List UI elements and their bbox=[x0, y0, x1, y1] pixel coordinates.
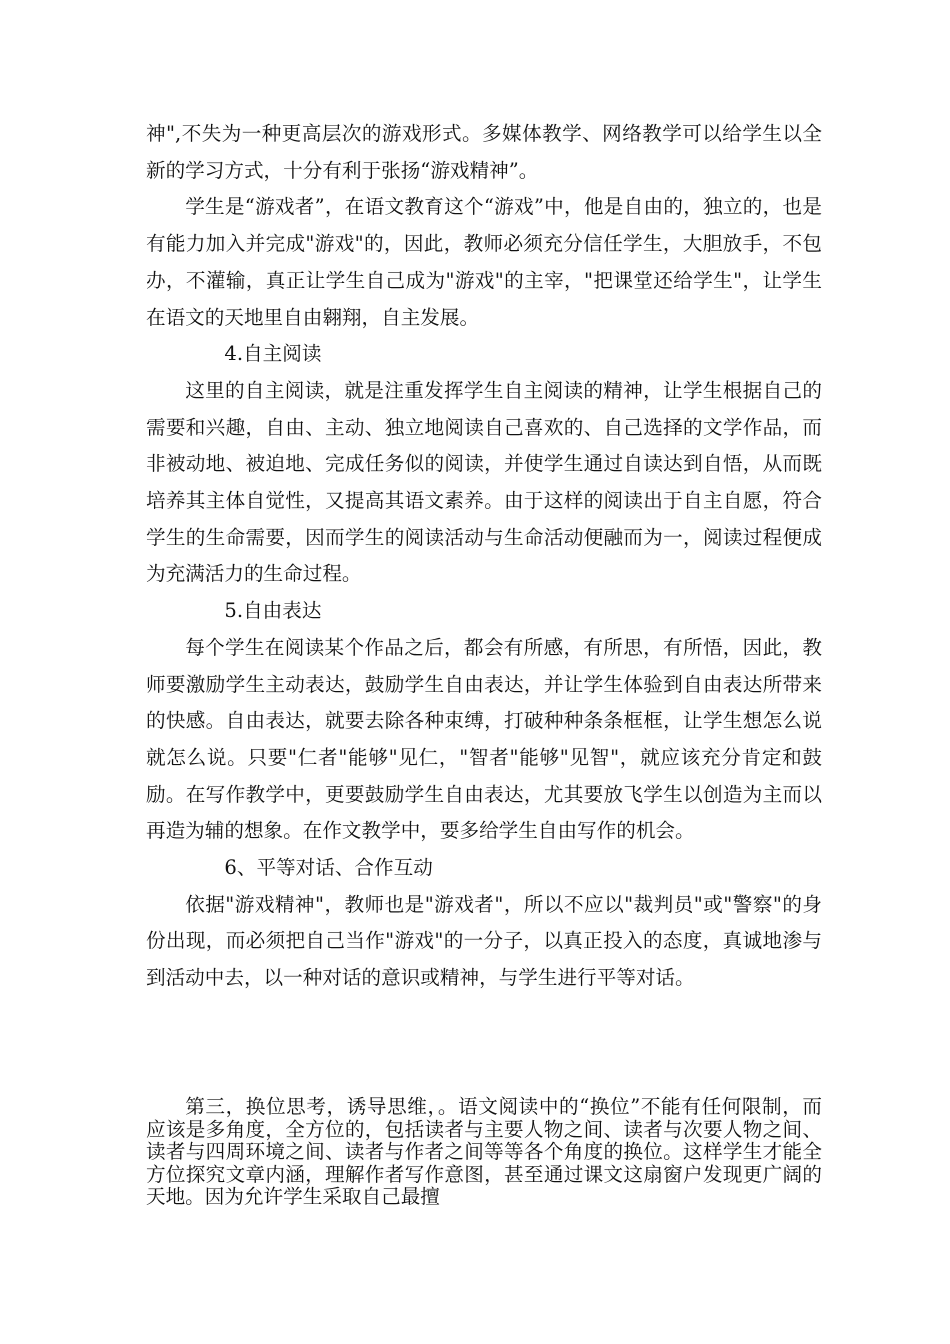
section-heading: 6、平等对话、合作互动 bbox=[224, 856, 433, 880]
paragraph: 依据"游戏精神"，教师也是"游戏者"，所以不应以"裁判员"或"警察"的身份出现，而必须把自己当作"游戏"的一分子，以真正投入的态度，真诚地渗与到活动中去，以一种对话的意识或精神，与学生进行平等对话。 bbox=[146, 892, 822, 990]
paragraph: 学生是“游戏者”，在语文教育这个“游戏”中，他是自由的，独立的，也是有能力加入并完成"游戏"的，因此，教师必须充分信任学生，大胆放手，不包办，不灌输，真正让学生自己成为"游戏"的主宰，"把课堂还给学生"，让学生在语文的天地里自由翱翔，自主发展。 bbox=[146, 195, 822, 329]
section-heading: 5.自由表达 bbox=[224, 599, 322, 623]
paragraph: 神",不失为一种更高层次的游戏形式。多媒体教学、网络教学可以给学生以全新的学习方式，十分有利于张扬“游戏精神”。 bbox=[146, 122, 822, 182]
body-text bbox=[146, 116, 822, 997]
section-heading: 4.自主阅读 bbox=[224, 342, 322, 366]
closing-paragraph-block bbox=[146, 1096, 822, 1209]
paragraph: 第三，换位思考，诱导思维，。语文阅读中的“换位”不能有任何限制，而应该是多角度，全方位的，包括读者与主要人物之间、读者与次要人物之间、读者与四周环境之间、读者与作者之间等等各个角度的换位。这样学生才能全方位探究文章内涵，理解作者写作意图，甚至通过课文这扇窗户发现更广阔的天地。因为允许学生采取自己最擅 bbox=[146, 1095, 822, 1209]
paragraph: 这里的自主阅读，就是注重发挥学生自主阅读的精神，让学生根据自己的需要和兴趣，自由、主动、独立地阅读自己喜欢的、自己选择的文学作品，而非被动地、被迫地、完成任务似的阅读，并使学生通过自读达到自悟，从而既培养其主体自觉性，又提高其语文素养。由于这样的阅读出于自主自愿，符合学生的生命需要，因而学生的阅读活动与生命活动便融而为一，阅读过程便成为充满活力的生命过程。 bbox=[146, 378, 822, 586]
paragraph: 每个学生在阅读某个作品之后，都会有所感，有所思，有所悟，因此，教师要激励学生主动表达，鼓励学生自由表达，并让学生体验到自由表达所带来的快感。自由表达，就要去除各种束缚，打破种种条条框框，让学生想怎么说就怎么说。只要"仁者"能够"见仁，"智者"能够"见智"，就应该充分肯定和鼓励。在写作教学中，更要鼓励学生自由表达，尤其要放飞学生以创造为主而以再造为辅的想象。在作文教学中，要多给学生自由写作的机会。 bbox=[146, 635, 822, 843]
